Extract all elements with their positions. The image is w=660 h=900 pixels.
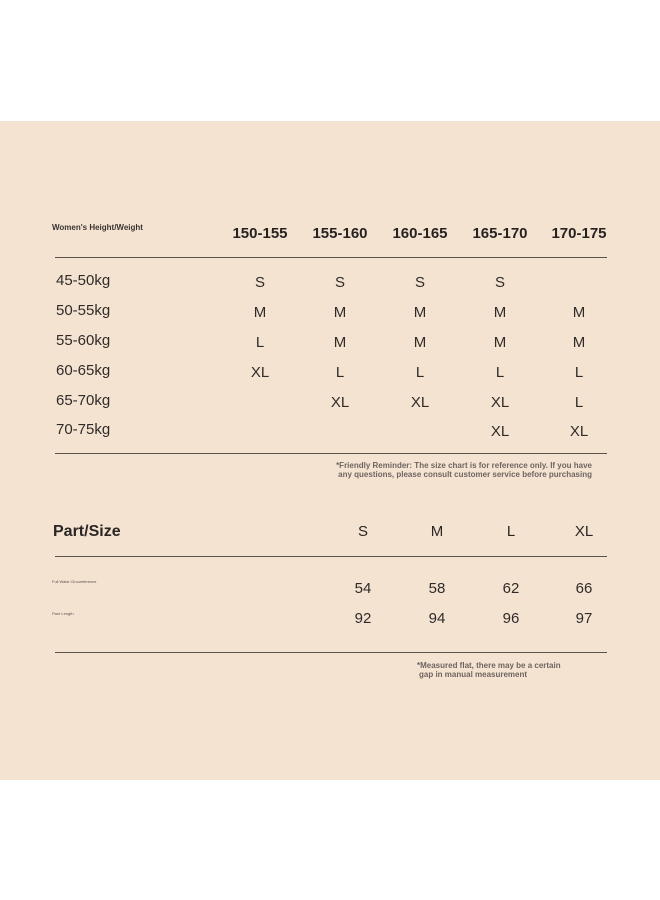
height-column-header: 160-165	[392, 225, 448, 242]
size-column-header: L	[506, 523, 516, 540]
size-cell: M	[413, 334, 427, 351]
size-cell: M	[413, 304, 427, 321]
size-cell: XL	[490, 423, 510, 440]
size-cell: XL	[330, 394, 350, 411]
size-column-header: M	[430, 523, 444, 540]
height-column-header: 150-155	[232, 225, 288, 242]
size-cell: S	[254, 274, 266, 291]
size-cell: L	[335, 364, 345, 381]
height-column-header: 155-160	[312, 225, 368, 242]
note-line: *Measured flat, there may be a certain	[417, 661, 561, 670]
weight-row-label: 60-65kg	[56, 362, 111, 379]
size-cell: M	[572, 334, 586, 351]
size-cell: XL	[490, 394, 510, 411]
friendly-reminder-note	[336, 461, 592, 479]
size-cell: M	[572, 304, 586, 321]
header-divider	[55, 257, 607, 258]
measurement-cell: 58	[428, 580, 446, 597]
size-column-header: S	[357, 523, 369, 540]
size-cell: S	[334, 274, 346, 291]
size-chart-panel	[0, 121, 660, 780]
size-cell: L	[574, 394, 584, 411]
size-cell: S	[494, 274, 506, 291]
measurement-cell: 54	[354, 580, 372, 597]
height-column-header: 165-170	[472, 225, 528, 242]
size-cell: M	[493, 334, 507, 351]
size-cell: XL	[410, 394, 430, 411]
measurement-cell: 66	[575, 580, 593, 597]
size-cell: L	[574, 364, 584, 381]
weight-row-label: 50-55kg	[56, 302, 111, 319]
reminder-line: any questions, please consult customer service before purchasing	[338, 470, 592, 479]
part-row-label: Full Waist Circumference	[52, 579, 97, 584]
size-column-header: XL	[574, 523, 594, 540]
size-cell: M	[493, 304, 507, 321]
size-cell: L	[495, 364, 505, 381]
size-cell: L	[255, 334, 265, 351]
weight-row-label: 45-50kg	[56, 272, 111, 289]
size-cell: L	[415, 364, 425, 381]
weight-row-label: 65-70kg	[56, 392, 111, 409]
weight-row-label: 55-60kg	[56, 332, 111, 349]
size-cell: XL	[569, 423, 589, 440]
table-bottom-divider	[55, 453, 607, 454]
height-weight-corner-label: Women's Height/Weight	[52, 223, 143, 232]
height-column-header: 170-175	[551, 225, 607, 242]
measurement-note	[417, 661, 561, 679]
measurement-cell: 92	[354, 610, 372, 627]
table-bottom-divider	[55, 652, 607, 653]
measurement-cell: 97	[575, 610, 593, 627]
header-divider	[55, 556, 607, 557]
reminder-line: *Friendly Reminder: The size chart is for reference only. If you have	[336, 461, 592, 470]
size-cell: S	[414, 274, 426, 291]
part-row-label: Pant Length	[52, 611, 74, 616]
note-line: gap in manual measurement	[419, 670, 528, 679]
size-cell: M	[253, 304, 267, 321]
size-cell: XL	[250, 364, 270, 381]
part-size-corner-label: Part/Size	[53, 523, 121, 540]
weight-row-label: 70-75kg	[56, 421, 111, 438]
measurement-cell: 96	[502, 610, 520, 627]
measurement-cell: 94	[428, 610, 446, 627]
measurement-cell: 62	[502, 580, 520, 597]
size-cell: M	[333, 334, 347, 351]
size-cell: M	[333, 304, 347, 321]
